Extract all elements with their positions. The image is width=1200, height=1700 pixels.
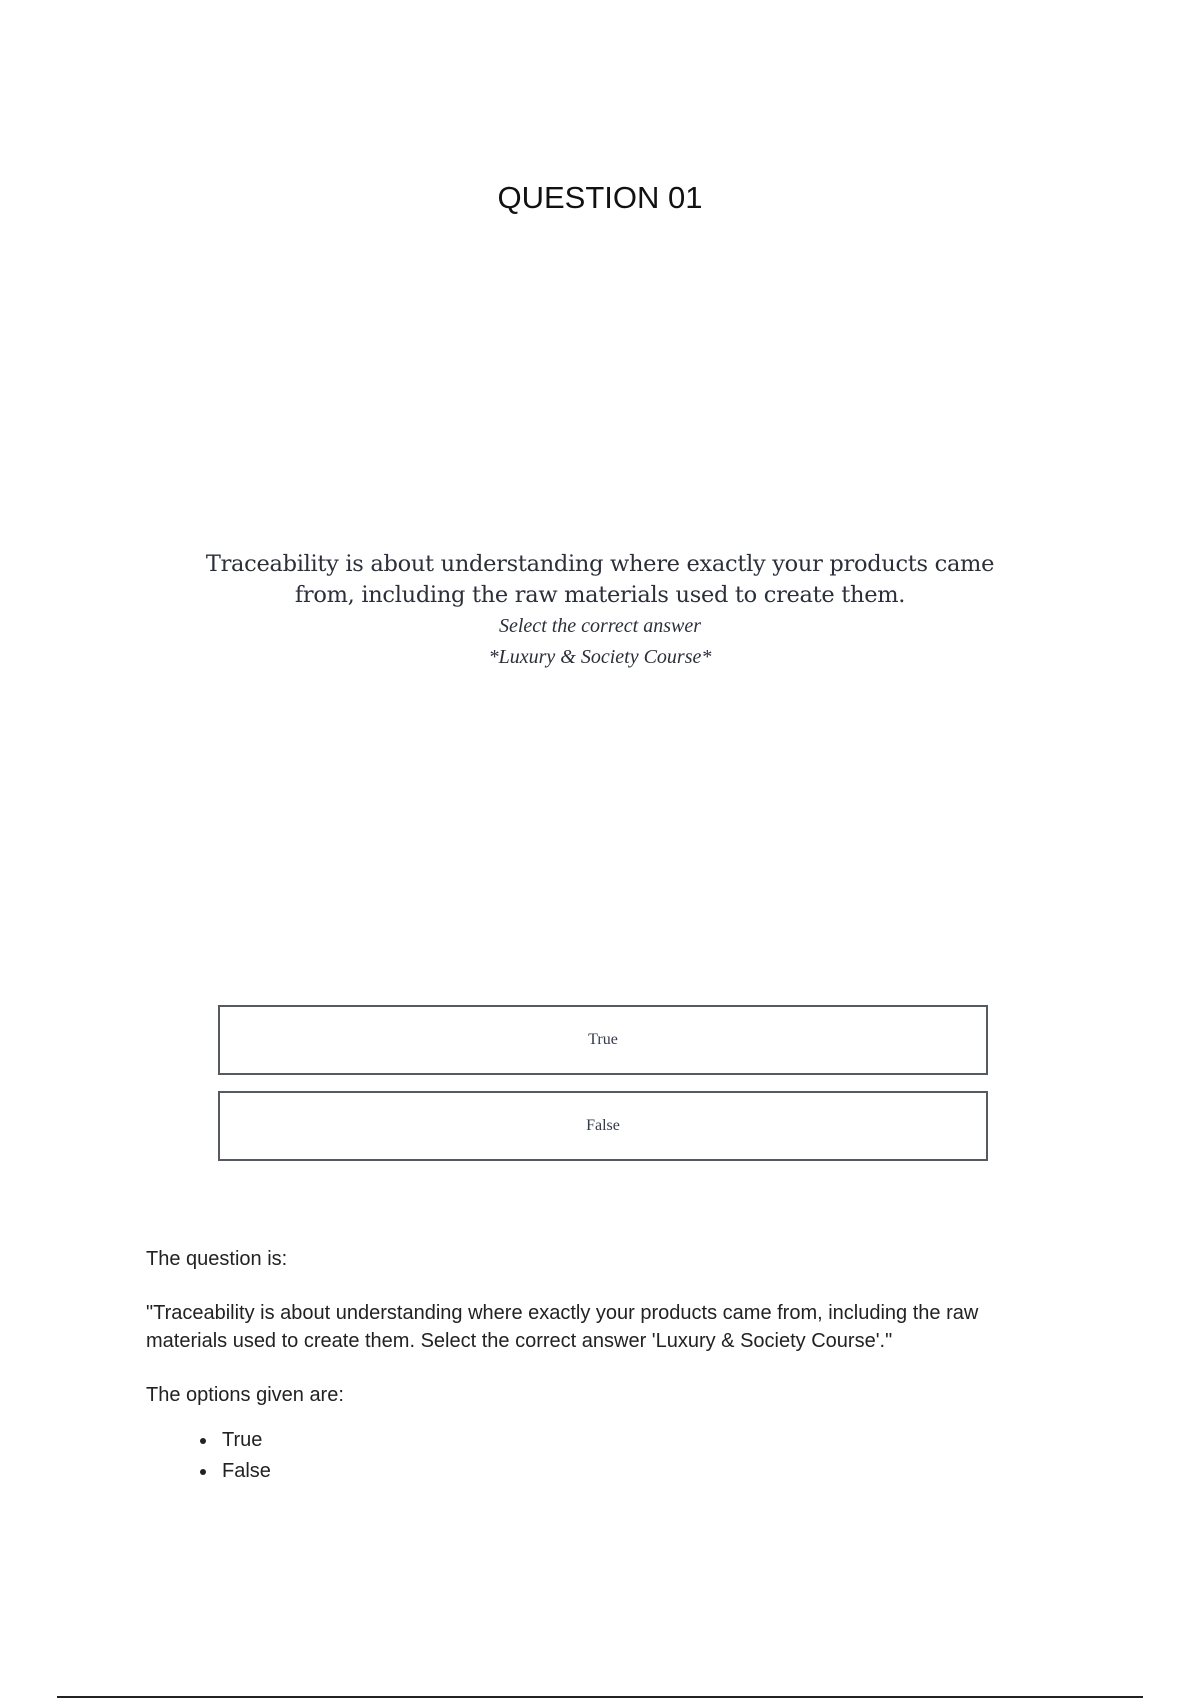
page-title: QUESTION 01 bbox=[497, 180, 703, 215]
prompt-line-2: from, including the raw materials used to create them. bbox=[294, 582, 906, 608]
course-name: *Luxury & Society Course* bbox=[488, 646, 712, 668]
list-item: • False bbox=[218, 1456, 1046, 1487]
quiz-prompt bbox=[200, 549, 1000, 673]
footer-divider bbox=[57, 1696, 1143, 1698]
transcript-intro: The question is: bbox=[146, 1248, 288, 1270]
transcript-options-list bbox=[146, 1425, 1046, 1487]
instruction-text: Select the correct answer bbox=[499, 615, 701, 637]
option-false-label: False bbox=[586, 1117, 620, 1134]
option-true-label: True bbox=[588, 1031, 618, 1048]
prompt-line-1: Traceability is about understanding where exactly your products came bbox=[205, 551, 995, 577]
transcript bbox=[146, 1245, 1046, 1487]
option-false-button[interactable] bbox=[218, 1091, 988, 1161]
transcript-options-intro: The options given are: bbox=[146, 1384, 344, 1406]
list-item: • True bbox=[218, 1425, 1046, 1456]
transcript-question: "Traceability is about understanding where exactly your products came from, including the raw materials used to create them. Select the correct answer 'Luxury & Society Course'." bbox=[146, 1302, 979, 1352]
option-true-button[interactable] bbox=[218, 1005, 988, 1075]
